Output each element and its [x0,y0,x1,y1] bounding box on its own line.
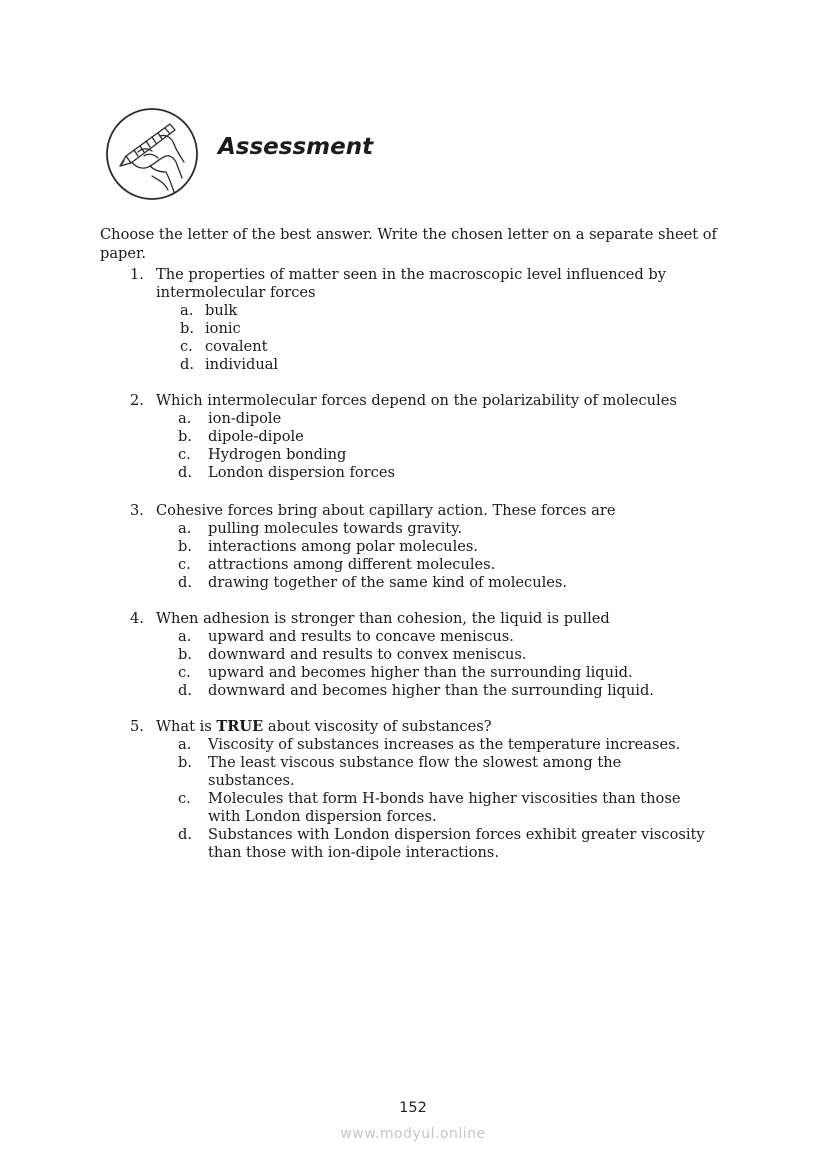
page-number: 152 [399,1100,427,1116]
option-text: ionic [205,320,241,337]
option-text: The least viscous substance flow the slowest among the substances. [208,754,622,789]
question-text: Which intermolecular forces depend on the polarizability of molecules [156,392,677,409]
question-text: When adhesion is stronger than cohesion, the liquid is pulled [156,610,610,627]
option-text: downward and becomes higher than the surrounding liquid. [208,682,654,699]
option-letter: c. [178,664,191,681]
question-3 [130,502,730,592]
option-text: ion-dipole [208,410,282,427]
question-number: 5. [130,718,144,735]
page-title: Assessment [218,134,374,160]
option-letter: a. [178,520,192,537]
option-letter: d. [178,574,192,591]
option-text: Viscosity of substances increases as the temperature increases. [208,736,681,753]
option-a [180,302,730,320]
option-text: individual [205,356,279,373]
options-list [178,520,730,592]
option-d [180,356,730,374]
option-letter: d. [178,464,192,481]
question-2 [130,392,730,482]
option-letter: b. [180,320,194,337]
question-text: Cohesive forces bring about capillary action. These forces are [156,502,616,519]
option-letter: a. [178,736,192,753]
instructions: Choose the letter of the best answer. Write the chosen letter on a separate sheet of paper. [100,226,717,262]
option-letter: c. [178,446,191,463]
option-b [180,320,730,338]
option-letter: c. [180,338,193,355]
option-b [178,538,730,556]
option-text: upward and results to concave meniscus. [208,628,514,645]
writing-hand-icon [104,106,200,202]
options-list [178,410,730,482]
option-c [180,338,730,356]
option-b [178,428,730,446]
option-d [178,464,730,482]
question-5 [130,718,730,862]
emphasis-true: TRUE [216,718,264,735]
question-text [156,718,730,736]
option-text: dipole-dipole [208,428,304,445]
option-letter: a. [178,628,192,645]
option-text: drawing together of the same kind of molecules. [208,574,568,591]
question-number: 3. [130,502,144,519]
option-a [178,736,730,754]
option-text: pulling molecules towards gravity. [208,520,463,537]
option-text: covalent [205,338,268,355]
option-c [178,790,730,826]
option-text: Substances with London dispersion forces exhibit greater viscosity than those with ion-dipole interactions. [208,826,705,861]
question-number: 1. [130,266,144,283]
question-text: The properties of matter seen in the macroscopic level influenced by intermolecular forces [156,266,667,301]
question-text-before: What is [156,718,217,735]
question-1 [130,266,730,374]
option-a [178,628,730,646]
option-a [178,410,730,428]
option-text: bulk [205,302,238,319]
option-letter: c. [178,556,191,573]
option-a [178,520,730,538]
option-d [178,682,730,700]
option-c [178,664,730,682]
option-letter: c. [178,790,191,807]
options-list [178,628,730,700]
option-letter: d. [180,356,194,373]
option-text: London dispersion forces [208,464,395,481]
option-d [178,574,730,592]
watermark: www.modyul.online [340,1126,486,1142]
question-number: 4. [130,610,144,627]
option-b [178,646,730,664]
option-c [178,446,730,464]
option-letter: b. [178,428,192,445]
option-text: Hydrogen bonding [208,446,347,463]
options-list [180,302,730,374]
options-list [178,736,730,862]
question-number: 2. [130,392,144,409]
option-letter: a. [178,410,192,427]
option-text: interactions among polar molecules. [208,538,479,555]
option-c [178,556,730,574]
option-text: upward and becomes higher than the surrounding liquid. [208,664,633,681]
option-letter: b. [178,754,192,771]
option-text: Molecules that form H-bonds have higher viscosities than those with London dispersion forces. [208,790,681,825]
question-text-after: about viscosity of substances? [263,718,492,735]
option-letter: b. [178,538,192,555]
option-text: downward and results to convex meniscus. [208,646,527,663]
option-letter: d. [178,826,192,843]
option-d [178,826,730,862]
option-letter: d. [178,682,192,699]
option-b [178,754,730,790]
option-letter: a. [180,302,194,319]
option-letter: b. [178,646,192,663]
question-4 [130,610,730,700]
option-text: attractions among different molecules. [208,556,496,573]
